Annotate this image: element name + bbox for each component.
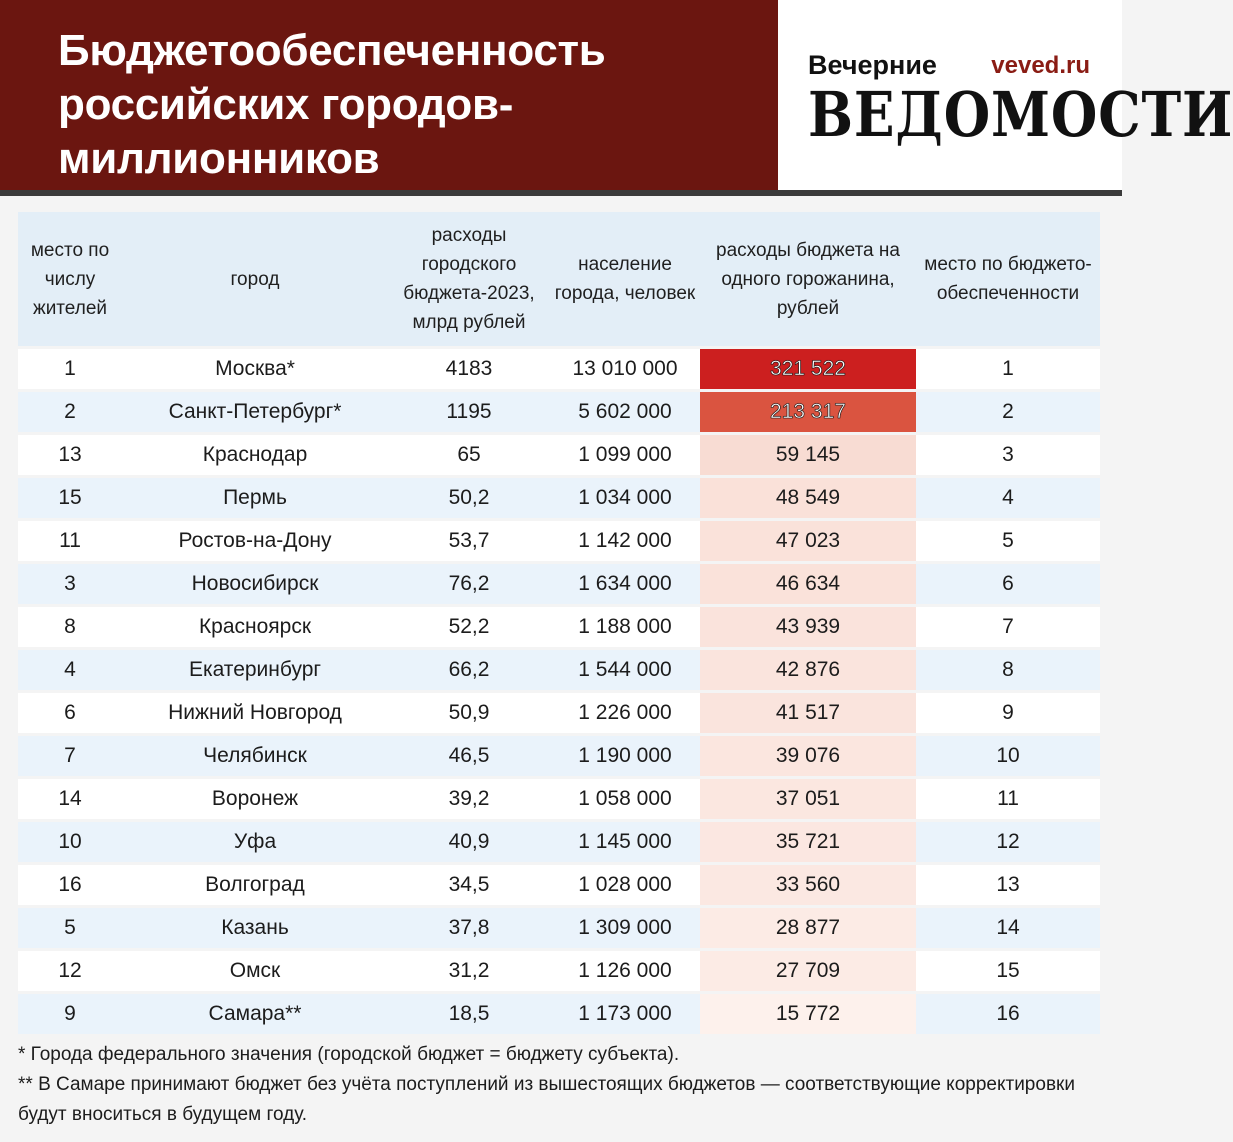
- cell-per-capita: [700, 563, 916, 606]
- cell-budget: 37,8: [388, 907, 550, 950]
- table-header-row: [18, 212, 1100, 348]
- cell-pop-rank: 6: [18, 692, 122, 735]
- column-header-budget-rank: место по бюджето-обеспеченности: [916, 212, 1100, 348]
- cell-pop-rank: 13: [18, 434, 122, 477]
- title-line-3: миллионников: [58, 134, 380, 183]
- cell-budget: 66,2: [388, 649, 550, 692]
- cell-population: 1 173 000: [550, 993, 700, 1035]
- cell-per-capita: [700, 692, 916, 735]
- heat-value: 47 023: [775, 529, 841, 552]
- cell-budget-rank: 9: [916, 692, 1100, 735]
- cell-city: Санкт-Петербург*: [122, 391, 388, 434]
- cell-budget: 76,2: [388, 563, 550, 606]
- cell-budget-rank: 11: [916, 778, 1100, 821]
- footnote-2: ** В Самаре принимают бюджет без учёта поступлений из вышестоящих бюджетов — соответствующие корректировки будут вноситься в будущем году.: [18, 1074, 1075, 1125]
- heat-value: 39 076: [775, 744, 841, 767]
- cell-pop-rank: 16: [18, 864, 122, 907]
- cell-per-capita: [700, 477, 916, 520]
- heat-value: 35 721: [775, 830, 841, 853]
- table-row: [18, 993, 1100, 1035]
- cell-per-capita: [700, 993, 916, 1035]
- cell-pop-rank: 12: [18, 950, 122, 993]
- data-table: [18, 212, 1100, 1034]
- column-header-population: население города, человек: [550, 212, 700, 348]
- cell-population: 1 099 000: [550, 434, 700, 477]
- column-header-budget: расходы городского бюджета-2023, млрд рублей: [388, 212, 550, 348]
- cell-budget-rank: 1: [916, 348, 1100, 391]
- cell-per-capita: [700, 950, 916, 993]
- cell-population: 1 188 000: [550, 606, 700, 649]
- cell-budget: 46,5: [388, 735, 550, 778]
- cell-population: 1 126 000: [550, 950, 700, 993]
- cell-population: 1 028 000: [550, 864, 700, 907]
- cell-budget-rank: 8: [916, 649, 1100, 692]
- cell-budget: 34,5: [388, 864, 550, 907]
- title-line-2: российских городов-: [58, 80, 514, 129]
- cell-city: Самара**: [122, 993, 388, 1035]
- cell-pop-rank: 8: [18, 606, 122, 649]
- cell-population: 1 034 000: [550, 477, 700, 520]
- cell-population: 1 058 000: [550, 778, 700, 821]
- table-row: [18, 778, 1100, 821]
- table-row: [18, 864, 1100, 907]
- cell-per-capita: [700, 649, 916, 692]
- table-row: [18, 735, 1100, 778]
- heat-value: 15 772: [775, 1002, 841, 1025]
- table-row: [18, 692, 1100, 735]
- cell-city: Челябинск: [122, 735, 388, 778]
- cell-population: 1 226 000: [550, 692, 700, 735]
- cell-budget-rank: 12: [916, 821, 1100, 864]
- column-header-per-capita: расходы бюджета на одного горожанина, рублей: [700, 212, 916, 348]
- cell-city: Казань: [122, 907, 388, 950]
- table-row: [18, 606, 1100, 649]
- cell-per-capita: [700, 520, 916, 563]
- cell-budget: 53,7: [388, 520, 550, 563]
- cell-per-capita: [700, 821, 916, 864]
- cell-budget: 52,2: [388, 606, 550, 649]
- cell-pop-rank: 2: [18, 391, 122, 434]
- cell-city: Екатеринбург: [122, 649, 388, 692]
- cell-budget: 4183: [388, 348, 550, 391]
- cell-population: 5 602 000: [550, 391, 700, 434]
- brand-top-text: Вечерние: [808, 50, 937, 80]
- cell-pop-rank: 7: [18, 735, 122, 778]
- table-row: [18, 520, 1100, 563]
- title-banner: [0, 0, 778, 190]
- cell-budget-rank: 4: [916, 477, 1100, 520]
- cell-budget-rank: 7: [916, 606, 1100, 649]
- table-row: [18, 649, 1100, 692]
- table-body: [18, 348, 1100, 1035]
- heat-value: 28 877: [775, 916, 841, 939]
- heat-value: 27 709: [775, 959, 841, 982]
- cell-pop-rank: 15: [18, 477, 122, 520]
- cell-pop-rank: 11: [18, 520, 122, 563]
- cell-population: 1 544 000: [550, 649, 700, 692]
- brand-main-text: ВЕДОМОСТИ: [808, 78, 1233, 151]
- cell-budget-rank: 15: [916, 950, 1100, 993]
- page-title: [58, 24, 758, 186]
- cell-budget-rank: 16: [916, 993, 1100, 1035]
- table-row: [18, 348, 1100, 391]
- heat-value: 37 051: [775, 787, 841, 810]
- cell-budget: 18,5: [388, 993, 550, 1035]
- cell-pop-rank: 9: [18, 993, 122, 1035]
- cell-population: 13 010 000: [550, 348, 700, 391]
- cell-per-capita: [700, 907, 916, 950]
- heat-value: 48 549: [775, 486, 841, 509]
- cell-budget-rank: 2: [916, 391, 1100, 434]
- cell-population: 1 142 000: [550, 520, 700, 563]
- table-row: [18, 950, 1100, 993]
- cell-per-capita: [700, 434, 916, 477]
- footnotes: [18, 1040, 1108, 1130]
- header: [0, 0, 1233, 196]
- title-line-1: Бюджетообеспеченность: [58, 26, 606, 75]
- cell-pop-rank: 1: [18, 348, 122, 391]
- cell-pop-rank: 10: [18, 821, 122, 864]
- cell-budget-rank: 13: [916, 864, 1100, 907]
- cell-per-capita: [700, 778, 916, 821]
- cell-pop-rank: 4: [18, 649, 122, 692]
- cell-city: Новосибирск: [122, 563, 388, 606]
- heat-value: 33 560: [775, 873, 841, 896]
- cell-pop-rank: 3: [18, 563, 122, 606]
- cell-pop-rank: 14: [18, 778, 122, 821]
- cell-per-capita: [700, 348, 916, 391]
- cell-budget: 39,2: [388, 778, 550, 821]
- cell-population: 1 190 000: [550, 735, 700, 778]
- cell-city: Омск: [122, 950, 388, 993]
- data-table-wrap: [18, 212, 1100, 1034]
- cell-budget: 31,2: [388, 950, 550, 993]
- table-row: [18, 477, 1100, 520]
- column-header-pop-rank: место по числу жителей: [18, 212, 122, 348]
- cell-city: Пермь: [122, 477, 388, 520]
- heat-value: 46 634: [775, 572, 841, 595]
- cell-budget: 65: [388, 434, 550, 477]
- heat-value: 42 876: [775, 658, 841, 681]
- cell-city: Нижний Новгород: [122, 692, 388, 735]
- cell-budget: 50,2: [388, 477, 550, 520]
- table-row: [18, 563, 1100, 606]
- table-row: [18, 821, 1100, 864]
- cell-city: Красноярск: [122, 606, 388, 649]
- cell-budget: 40,9: [388, 821, 550, 864]
- cell-population: 1 309 000: [550, 907, 700, 950]
- cell-per-capita: [700, 735, 916, 778]
- cell-budget: 1195: [388, 391, 550, 434]
- cell-budget: 50,9: [388, 692, 550, 735]
- cell-city: Москва*: [122, 348, 388, 391]
- cell-population: 1 634 000: [550, 563, 700, 606]
- heat-value: 321 522: [770, 357, 846, 380]
- heat-value: 41 517: [775, 701, 841, 724]
- brand-url[interactable]: veved.ru: [991, 52, 1090, 79]
- cell-pop-rank: 5: [18, 907, 122, 950]
- cell-budget-rank: 14: [916, 907, 1100, 950]
- cell-city: Краснодар: [122, 434, 388, 477]
- brand-logo: [778, 0, 1233, 190]
- cell-budget-rank: 10: [916, 735, 1100, 778]
- cell-budget-rank: 6: [916, 563, 1100, 606]
- cell-population: 1 145 000: [550, 821, 700, 864]
- cell-per-capita: [700, 606, 916, 649]
- cell-city: Воронеж: [122, 778, 388, 821]
- table-row: [18, 907, 1100, 950]
- cell-per-capita: [700, 864, 916, 907]
- heat-value: 213 317: [770, 400, 846, 423]
- table-row: [18, 391, 1100, 434]
- cell-city: Уфа: [122, 821, 388, 864]
- table-row: [18, 434, 1100, 477]
- heat-value: 43 939: [775, 615, 841, 638]
- cell-city: Волгоград: [122, 864, 388, 907]
- cell-budget-rank: 5: [916, 520, 1100, 563]
- cell-budget-rank: 3: [916, 434, 1100, 477]
- footnote-1: * Города федерального значения (городской бюджет = бюджету субъекта).: [18, 1044, 680, 1065]
- cell-city: Ростов-на-Дону: [122, 520, 388, 563]
- heat-value: 59 145: [775, 443, 841, 466]
- cell-per-capita: [700, 391, 916, 434]
- column-header-city: город: [122, 212, 388, 348]
- header-divider: [0, 190, 1122, 196]
